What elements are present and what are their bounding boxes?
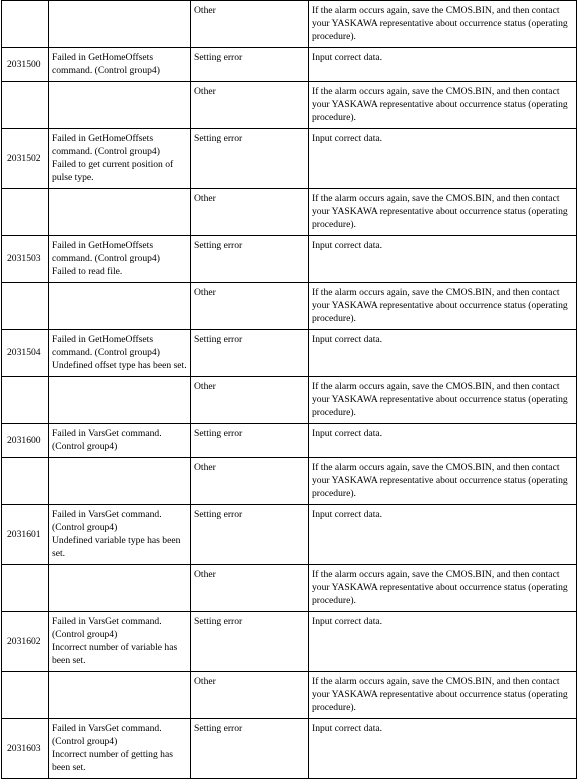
alarm-description-line: Failed in VarsGet command. (Control group4) bbox=[52, 723, 162, 747]
alarm-cause-cell: Setting error bbox=[191, 612, 309, 672]
alarm-description-cell bbox=[49, 458, 191, 505]
alarm-code-cell: 2031503 bbox=[2, 236, 49, 283]
alarm-description-cell bbox=[49, 719, 191, 779]
alarm-description-line: Incorrect number of variable has been set. bbox=[52, 642, 178, 666]
alarm-description-line: Incorrect number of getting has been set. bbox=[52, 749, 173, 773]
alarm-description-cell bbox=[49, 129, 191, 189]
alarm-cause-cell: Other bbox=[191, 458, 309, 505]
alarm-code-cell bbox=[2, 458, 49, 505]
alarm-description-line: Failed in GetHomeOffsets command. (Control group4) bbox=[52, 52, 160, 76]
alarm-cause-cell: Setting error bbox=[191, 129, 309, 189]
table-row bbox=[2, 189, 577, 236]
alarm-description-cell bbox=[49, 424, 191, 458]
alarm-description-line: Failed in VarsGet command. (Control group4) bbox=[52, 428, 162, 452]
alarm-cause-cell: Other bbox=[191, 82, 309, 129]
alarm-cause-cell: Setting error bbox=[191, 505, 309, 565]
alarm-code-cell: 2031602 bbox=[2, 612, 49, 672]
alarm-description-cell bbox=[49, 189, 191, 236]
alarm-code-cell bbox=[2, 189, 49, 236]
alarm-description-line: Undefined variable type has been set. bbox=[52, 535, 181, 559]
alarm-description-line: Failed in GetHomeOffsets command. (Control group4) bbox=[52, 133, 160, 157]
alarm-remedy-cell: Input correct data. bbox=[309, 48, 577, 82]
alarm-description-cell bbox=[49, 330, 191, 377]
alarm-remedy-cell: Input correct data. bbox=[309, 719, 577, 779]
alarm-cause-cell: Setting error bbox=[191, 719, 309, 779]
alarm-code-cell: 2031502 bbox=[2, 129, 49, 189]
alarm-description-line: Failed in VarsGet command. (Control group4) bbox=[52, 509, 162, 533]
alarm-description-cell bbox=[49, 377, 191, 424]
table-row bbox=[2, 672, 577, 719]
alarm-description-cell bbox=[49, 82, 191, 129]
table-row bbox=[2, 424, 577, 458]
alarm-cause-cell: Setting error bbox=[191, 48, 309, 82]
alarm-table-body bbox=[2, 1, 577, 779]
table-row bbox=[2, 505, 577, 565]
alarm-code-cell bbox=[2, 283, 49, 330]
alarm-table bbox=[1, 0, 577, 779]
alarm-code-cell bbox=[2, 377, 49, 424]
alarm-remedy-cell: If the alarm occurs again, save the CMOS.BIN, and then contact your YASKAWA representative about occurrence status (operating procedure). bbox=[309, 565, 577, 612]
table-row bbox=[2, 719, 577, 779]
alarm-cause-cell: Other bbox=[191, 1, 309, 48]
alarm-description-line: Failed to read file. bbox=[52, 266, 123, 277]
alarm-remedy-cell: If the alarm occurs again, save the CMOS.BIN, and then contact your YASKAWA representative about occurrence status (operating procedure). bbox=[309, 189, 577, 236]
alarm-remedy-cell: Input correct data. bbox=[309, 330, 577, 377]
alarm-cause-cell: Other bbox=[191, 672, 309, 719]
alarm-remedy-cell: If the alarm occurs again, save the CMOS.BIN, and then contact your YASKAWA representative about occurrence status (operating procedure). bbox=[309, 672, 577, 719]
alarm-remedy-cell: If the alarm occurs again, save the CMOS.BIN, and then contact your YASKAWA representative about occurrence status (operating procedure). bbox=[309, 458, 577, 505]
alarm-code-cell: 2031600 bbox=[2, 424, 49, 458]
table-row bbox=[2, 330, 577, 377]
alarm-description-cell bbox=[49, 48, 191, 82]
alarm-cause-cell: Other bbox=[191, 565, 309, 612]
alarm-cause-cell: Setting error bbox=[191, 330, 309, 377]
alarm-cause-cell: Other bbox=[191, 283, 309, 330]
table-row bbox=[2, 612, 577, 672]
table-row bbox=[2, 236, 577, 283]
alarm-remedy-cell: Input correct data. bbox=[309, 505, 577, 565]
alarm-description-cell bbox=[49, 236, 191, 283]
alarm-remedy-cell: If the alarm occurs again, save the CMOS.BIN, and then contact your YASKAWA representative about occurrence status (operating procedure). bbox=[309, 82, 577, 129]
table-row bbox=[2, 82, 577, 129]
alarm-code-cell bbox=[2, 565, 49, 612]
table-row bbox=[2, 377, 577, 424]
alarm-remedy-cell: Input correct data. bbox=[309, 424, 577, 458]
alarm-description-cell bbox=[49, 672, 191, 719]
alarm-description-line: Failed to get current position of pulse type. bbox=[52, 159, 174, 183]
alarm-cause-cell: Other bbox=[191, 377, 309, 424]
alarm-code-cell: 2031504 bbox=[2, 330, 49, 377]
alarm-description-cell bbox=[49, 565, 191, 612]
alarm-remedy-cell: Input correct data. bbox=[309, 236, 577, 283]
alarm-description-line: Failed in GetHomeOffsets command. (Control group4) bbox=[52, 334, 160, 358]
alarm-description-line: Failed in VarsGet command. (Control group4) bbox=[52, 616, 162, 640]
table-row bbox=[2, 48, 577, 82]
alarm-code-cell bbox=[2, 1, 49, 48]
alarm-remedy-cell: If the alarm occurs again, save the CMOS.BIN, and then contact your YASKAWA representative about occurrence status (operating procedure). bbox=[309, 377, 577, 424]
alarm-description-line: Failed in GetHomeOffsets command. (Control group4) bbox=[52, 240, 160, 264]
alarm-description-cell bbox=[49, 1, 191, 48]
table-row bbox=[2, 283, 577, 330]
alarm-cause-cell: Setting error bbox=[191, 424, 309, 458]
alarm-remedy-cell: If the alarm occurs again, save the CMOS.BIN, and then contact your YASKAWA representative about occurrence status (operating procedure). bbox=[309, 1, 577, 48]
alarm-description-cell bbox=[49, 612, 191, 672]
table-row bbox=[2, 565, 577, 612]
alarm-code-cell: 2031603 bbox=[2, 719, 49, 779]
alarm-code-cell bbox=[2, 82, 49, 129]
table-row bbox=[2, 129, 577, 189]
alarm-description-line: Undefined offset type has been set. bbox=[52, 360, 187, 371]
alarm-remedy-cell: Input correct data. bbox=[309, 129, 577, 189]
table-row bbox=[2, 458, 577, 505]
alarm-code-cell bbox=[2, 672, 49, 719]
alarm-description-cell bbox=[49, 283, 191, 330]
alarm-remedy-cell: If the alarm occurs again, save the CMOS.BIN, and then contact your YASKAWA representative about occurrence status (operating procedure). bbox=[309, 283, 577, 330]
alarm-remedy-cell: Input correct data. bbox=[309, 612, 577, 672]
alarm-description-cell bbox=[49, 505, 191, 565]
alarm-cause-cell: Setting error bbox=[191, 236, 309, 283]
alarm-code-cell: 2031601 bbox=[2, 505, 49, 565]
table-row bbox=[2, 1, 577, 48]
alarm-code-cell: 2031500 bbox=[2, 48, 49, 82]
alarm-cause-cell: Other bbox=[191, 189, 309, 236]
